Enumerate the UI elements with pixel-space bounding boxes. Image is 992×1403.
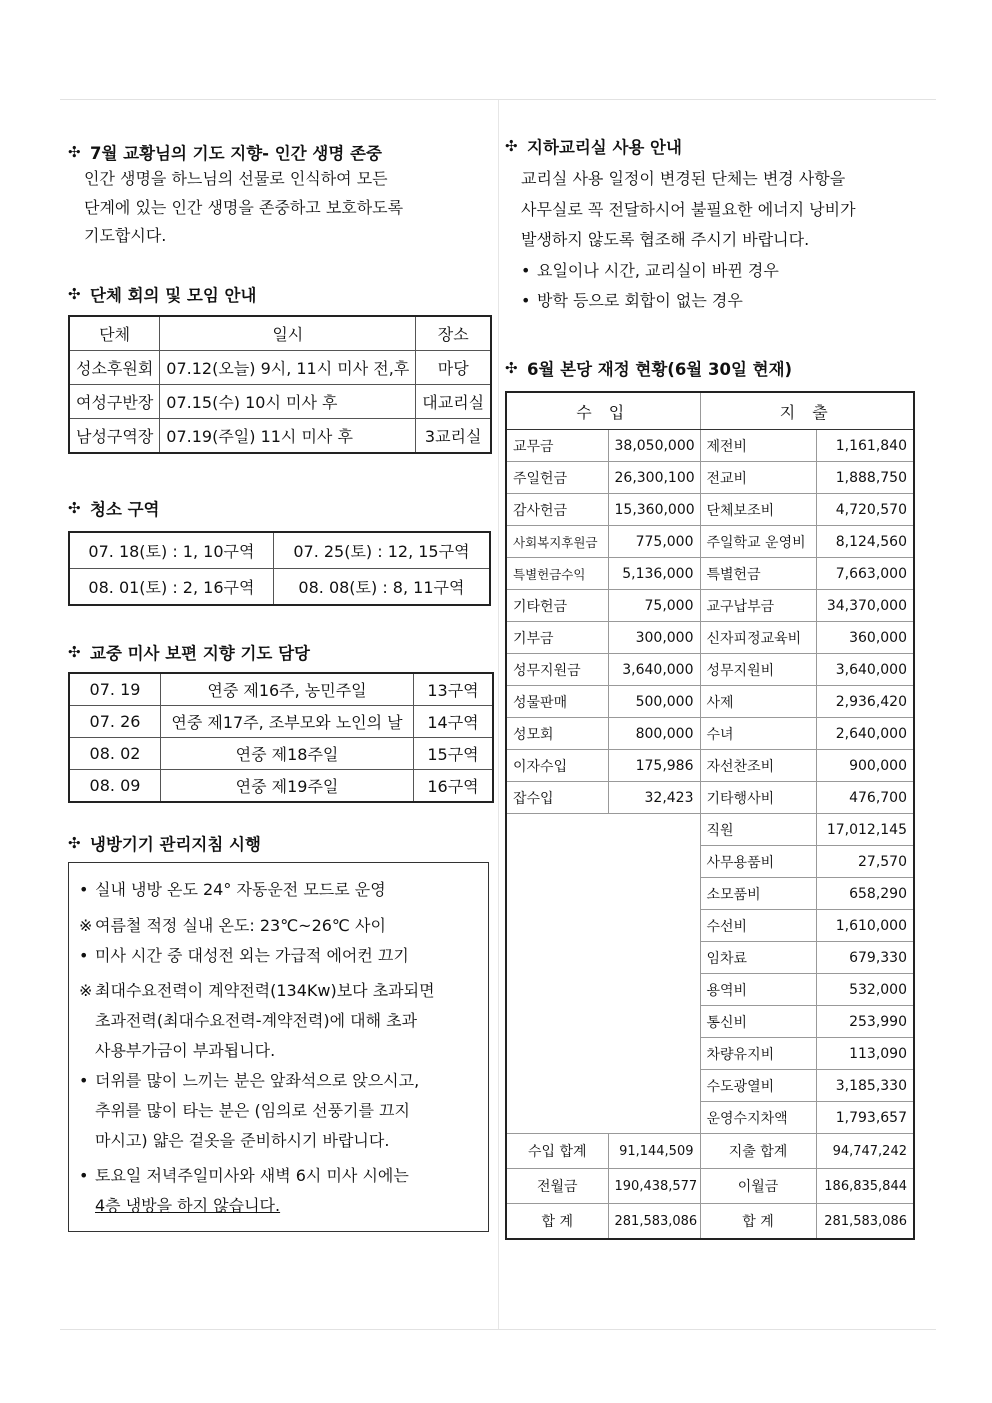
income-amount: 5,136,000 <box>608 558 700 590</box>
expense-amount: 1,161,840 <box>816 430 914 462</box>
prayer-heading-text: 7월 교황님의 기도 지향- 인간 생명 존중 <box>90 144 382 163</box>
expense-item: 임차료 <box>700 942 816 974</box>
cooling-text: 실내 냉방 온도 24° 자동운전 모드로 운영 <box>95 880 386 899</box>
prayer-section <box>68 140 403 251</box>
income-amount: 26,300,100 <box>608 462 700 494</box>
cross-icon: ✣ <box>68 285 81 303</box>
header-group: 단체 <box>69 316 160 351</box>
cooling-text: 더위를 많이 느끼는 분은 앞좌석으로 앉으시고, <box>95 1071 420 1090</box>
income-amount: 32,423 <box>608 782 700 814</box>
expense-item: 주일학교 운영비 <box>700 526 816 558</box>
cooling-box <box>68 862 489 1232</box>
expense-item: 통신비 <box>700 1006 816 1038</box>
mass-heading <box>68 640 310 664</box>
table-row <box>69 351 491 385</box>
totals-row <box>506 1204 914 1240</box>
expense-amount: 1,610,000 <box>816 910 914 942</box>
expense-item: 전교비 <box>700 462 816 494</box>
table-row <box>506 494 914 526</box>
table-row <box>506 814 914 846</box>
total-amount: 91,144,509 <box>608 1134 700 1169</box>
expense-item: 제전비 <box>700 430 816 462</box>
bullet-mark: • <box>79 946 89 965</box>
cooling-item <box>79 941 478 971</box>
mass-table <box>68 672 494 803</box>
cross-icon: ✣ <box>68 499 81 517</box>
table-row <box>69 770 493 803</box>
total-label: 수입 합계 <box>506 1134 608 1169</box>
cooling-item <box>79 1066 478 1096</box>
expense-amount: 658,290 <box>816 878 914 910</box>
date-cell: 07. 26 <box>69 706 161 738</box>
expense-amount: 113,090 <box>816 1038 914 1070</box>
list-item: • 요일이나 시간, 교리실이 바뀐 경우 <box>521 260 779 280</box>
finance-header-row <box>506 392 914 430</box>
cooling-item <box>79 875 478 905</box>
expense-item: 특별헌금 <box>700 558 816 590</box>
total-amount: 186,835,844 <box>816 1169 914 1204</box>
expense-item: 직원 <box>700 814 816 846</box>
cross-icon: ✣ <box>68 643 81 661</box>
expense-amount: 1,888,750 <box>816 462 914 494</box>
expense-item: 자선찬조비 <box>700 750 816 782</box>
meetings-table <box>68 315 492 454</box>
expense-amount: 1,793,657 <box>816 1102 914 1134</box>
income-amount: 775,000 <box>608 526 700 558</box>
cross-icon: ✣ <box>68 834 81 852</box>
table-row <box>506 526 914 558</box>
expense-amount: 360,000 <box>816 622 914 654</box>
income-item: 잡수입 <box>506 782 608 814</box>
income-item: 교무금 <box>506 430 608 462</box>
income-item: 기타헌금 <box>506 590 608 622</box>
income-item: 감사헌금 <box>506 494 608 526</box>
basement-line: 교리실 사용 일정이 변경된 단체는 변경 사항을 <box>521 169 846 188</box>
total-label: 이월금 <box>700 1169 816 1204</box>
income-amount: 38,050,000 <box>608 430 700 462</box>
cooling-text: 초과전력(최대수요전력-계약전력)에 대해 초과 <box>95 1011 418 1030</box>
table-row <box>69 673 493 706</box>
cleaning-heading <box>68 496 160 520</box>
basement-section <box>505 134 856 317</box>
expense-amount: 27,570 <box>816 846 914 878</box>
total-label: 합 계 <box>700 1204 816 1240</box>
date-cell: 08. 02 <box>69 738 161 770</box>
income-amount: 800,000 <box>608 718 700 750</box>
district-cell: 14구역 <box>414 706 494 738</box>
finance-table <box>505 391 915 1240</box>
occasion-cell: 연중 제18주일 <box>161 738 414 770</box>
table-row <box>506 654 914 686</box>
table-row <box>506 430 914 462</box>
basement-heading <box>505 134 856 158</box>
place-cell: 대교리실 <box>416 385 491 419</box>
table-row <box>506 686 914 718</box>
place-cell: 마당 <box>416 351 491 385</box>
group-cell: 남성구역장 <box>69 419 160 454</box>
table-row <box>506 462 914 494</box>
cooling-text: 여름철 적정 실내 온도: 23℃~26℃ 사이 <box>95 916 386 935</box>
cross-icon: ✣ <box>505 137 518 155</box>
cooling-heading-text: 냉방기기 관리지침 시행 <box>90 835 261 854</box>
total-amount: 94,747,242 <box>816 1134 914 1169</box>
total-amount: 190,438,577 <box>608 1169 700 1204</box>
income-header: 수 입 <box>506 392 700 430</box>
bullet-mark: • <box>79 880 89 899</box>
district-cell: 15구역 <box>414 738 494 770</box>
income-item: 성무지원금 <box>506 654 608 686</box>
expense-item: 차량유지비 <box>700 1038 816 1070</box>
expense-amount: 2,936,420 <box>816 686 914 718</box>
bullet-mark: • <box>79 1166 89 1185</box>
table-row <box>69 738 493 770</box>
date-cell: 08. 09 <box>69 770 161 803</box>
meetings-heading <box>68 282 256 306</box>
cooling-text: 토요일 저녁주일미사와 새벽 6시 미사 시에는 <box>95 1166 409 1185</box>
bottom-rule <box>60 1329 936 1330</box>
expense-amount: 900,000 <box>816 750 914 782</box>
income-amount: 75,000 <box>608 590 700 622</box>
cleaning-table <box>68 531 491 606</box>
header-place: 장소 <box>416 316 491 351</box>
occasion-cell: 연중 제17주, 조부모와 노인의 날 <box>161 706 414 738</box>
expense-item: 수도광열비 <box>700 1070 816 1102</box>
table-header-row <box>69 316 491 351</box>
cross-icon: ✣ <box>68 143 81 161</box>
mass-heading-text: 교중 미사 보편 지향 기도 담당 <box>90 644 310 663</box>
expense-item: 단체보조비 <box>700 494 816 526</box>
cleaning-cell: 08. 01(토) : 2, 16구역 <box>69 569 273 606</box>
cooling-item <box>79 1161 478 1191</box>
table-row <box>506 750 914 782</box>
basement-bullet: 방학 등으로 회합이 없는 경우 <box>537 291 743 310</box>
cooling-text: 추위를 많이 타는 분은 (임의로 선풍기를 끄지 <box>95 1101 410 1120</box>
occasion-cell: 연중 제19주일 <box>161 770 414 803</box>
expense-item: 사무용품비 <box>700 846 816 878</box>
prayer-line: 단계에 있는 인간 생명을 존중하고 보호하도록 <box>84 197 404 217</box>
note-mark: ※ <box>79 916 93 935</box>
income-item: 사회복지후원금 <box>506 526 608 558</box>
total-amount: 281,583,086 <box>816 1204 914 1240</box>
column-divider <box>498 100 499 1329</box>
cooling-text: 최대수요전력이 계약전력(134Kw)보다 초과되면 <box>95 981 435 1000</box>
prayer-line: 인간 생명을 하느님의 선물로 인식하여 모든 <box>84 169 388 188</box>
expense-item: 용역비 <box>700 974 816 1006</box>
basement-line: 발생하지 않도록 협조해 주시기 바랍니다. <box>521 230 810 249</box>
expense-item: 수선비 <box>700 910 816 942</box>
cooling-text: 마시고) 얇은 겉옷을 준비하시기 바랍니다. <box>95 1131 390 1150</box>
expense-item: 소모품비 <box>700 878 816 910</box>
table-row <box>506 718 914 750</box>
cleaning-cell: 07. 18(토) : 1, 10구역 <box>69 532 273 569</box>
income-amount: 3,640,000 <box>608 654 700 686</box>
note-mark: ※ <box>79 981 93 1000</box>
total-label: 지출 합계 <box>700 1134 816 1169</box>
cross-icon: ✣ <box>505 359 518 377</box>
income-amount: 500,000 <box>608 686 700 718</box>
group-cell: 여성구반장 <box>69 385 160 419</box>
cooling-heading <box>68 831 261 855</box>
district-cell: 13구역 <box>414 673 494 706</box>
expense-amount: 679,330 <box>816 942 914 974</box>
income-empty-area <box>506 814 700 1134</box>
income-item: 성모회 <box>506 718 608 750</box>
income-item: 주일헌금 <box>506 462 608 494</box>
total-label: 합 계 <box>506 1204 608 1240</box>
table-row <box>506 590 914 622</box>
expense-item: 성무지원비 <box>700 654 816 686</box>
expense-item: 신자피정교육비 <box>700 622 816 654</box>
cooling-text: 미사 시간 중 대성전 외는 가급적 에어컨 끄기 <box>95 946 409 965</box>
income-amount: 175,986 <box>608 750 700 782</box>
expense-amount: 532,000 <box>816 974 914 1006</box>
basement-line: 사무실로 꼭 전달하시어 불필요한 에너지 낭비가 <box>521 199 856 219</box>
cooling-text: 사용부가금이 부과됩니다. <box>95 1041 276 1060</box>
cleaning-cell: 07. 25(토) : 12, 15구역 <box>273 532 490 569</box>
bullet-mark: • <box>79 1071 89 1090</box>
table-row <box>69 532 490 569</box>
expense-amount: 4,720,570 <box>816 494 914 526</box>
expense-item: 운영수지차액 <box>700 1102 816 1134</box>
expense-amount: 17,012,145 <box>816 814 914 846</box>
table-row <box>69 385 491 419</box>
total-label: 전월금 <box>506 1169 608 1204</box>
list-item: • 방학 등으로 회합이 없는 경우 <box>521 291 743 310</box>
prayer-heading <box>68 140 403 164</box>
totals-row <box>506 1134 914 1169</box>
income-amount: 300,000 <box>608 622 700 654</box>
expense-item: 사제 <box>700 686 816 718</box>
expense-amount: 476,700 <box>816 782 914 814</box>
basement-bullet: 요일이나 시간, 교리실이 바뀐 경우 <box>537 260 779 280</box>
place-cell: 3교리실 <box>416 419 491 454</box>
totals-row <box>506 1169 914 1204</box>
datetime-cell: 07.15(수) 10시 미사 후 <box>160 385 416 419</box>
table-row <box>506 622 914 654</box>
expense-header: 지 출 <box>700 392 914 430</box>
cleaning-heading-text: 청소 구역 <box>90 500 160 519</box>
income-item: 특별헌금수익 <box>506 558 608 590</box>
cleaning-cell: 08. 08(토) : 8, 11구역 <box>273 569 490 606</box>
datetime-cell: 07.12(오늘) 9시, 11시 미사 전,후 <box>160 351 416 385</box>
occasion-cell: 연중 제16주, 농민주일 <box>161 673 414 706</box>
finance-heading-text: 6월 본당 재정 현황(6월 30일 현재) <box>527 360 793 379</box>
table-row <box>69 569 490 606</box>
income-item: 기부금 <box>506 622 608 654</box>
expense-item: 기타행사비 <box>700 782 816 814</box>
table-row <box>69 706 493 738</box>
date-cell: 07. 19 <box>69 673 161 706</box>
table-row <box>506 782 914 814</box>
expense-item: 수녀 <box>700 718 816 750</box>
total-amount: 281,583,086 <box>608 1204 700 1240</box>
expense-item: 교구납부금 <box>700 590 816 622</box>
expense-amount: 8,124,560 <box>816 526 914 558</box>
basement-heading-text: 지하교리실 사용 안내 <box>527 138 682 157</box>
cooling-item <box>79 911 478 941</box>
income-amount: 15,360,000 <box>608 494 700 526</box>
expense-amount: 7,663,000 <box>816 558 914 590</box>
income-item: 이자수입 <box>506 750 608 782</box>
district-cell: 16구역 <box>414 770 494 803</box>
cooling-item <box>79 976 478 1006</box>
expense-amount: 3,185,330 <box>816 1070 914 1102</box>
cooling-underlined-text: 4층 냉방을 하지 않습니다. <box>95 1196 281 1215</box>
prayer-line: 기도합시다. <box>84 226 167 245</box>
expense-amount: 34,370,000 <box>816 590 914 622</box>
group-cell: 성소후원회 <box>69 351 160 385</box>
table-row <box>506 558 914 590</box>
expense-amount: 3,640,000 <box>816 654 914 686</box>
expense-amount: 2,640,000 <box>816 718 914 750</box>
header-datetime: 일시 <box>160 316 416 351</box>
expense-amount: 253,990 <box>816 1006 914 1038</box>
datetime-cell: 07.19(주일) 11시 미사 후 <box>160 419 416 454</box>
income-item: 성물판매 <box>506 686 608 718</box>
finance-heading <box>505 356 792 380</box>
table-row <box>69 419 491 454</box>
meetings-heading-text: 단체 회의 및 모임 안내 <box>90 286 257 305</box>
